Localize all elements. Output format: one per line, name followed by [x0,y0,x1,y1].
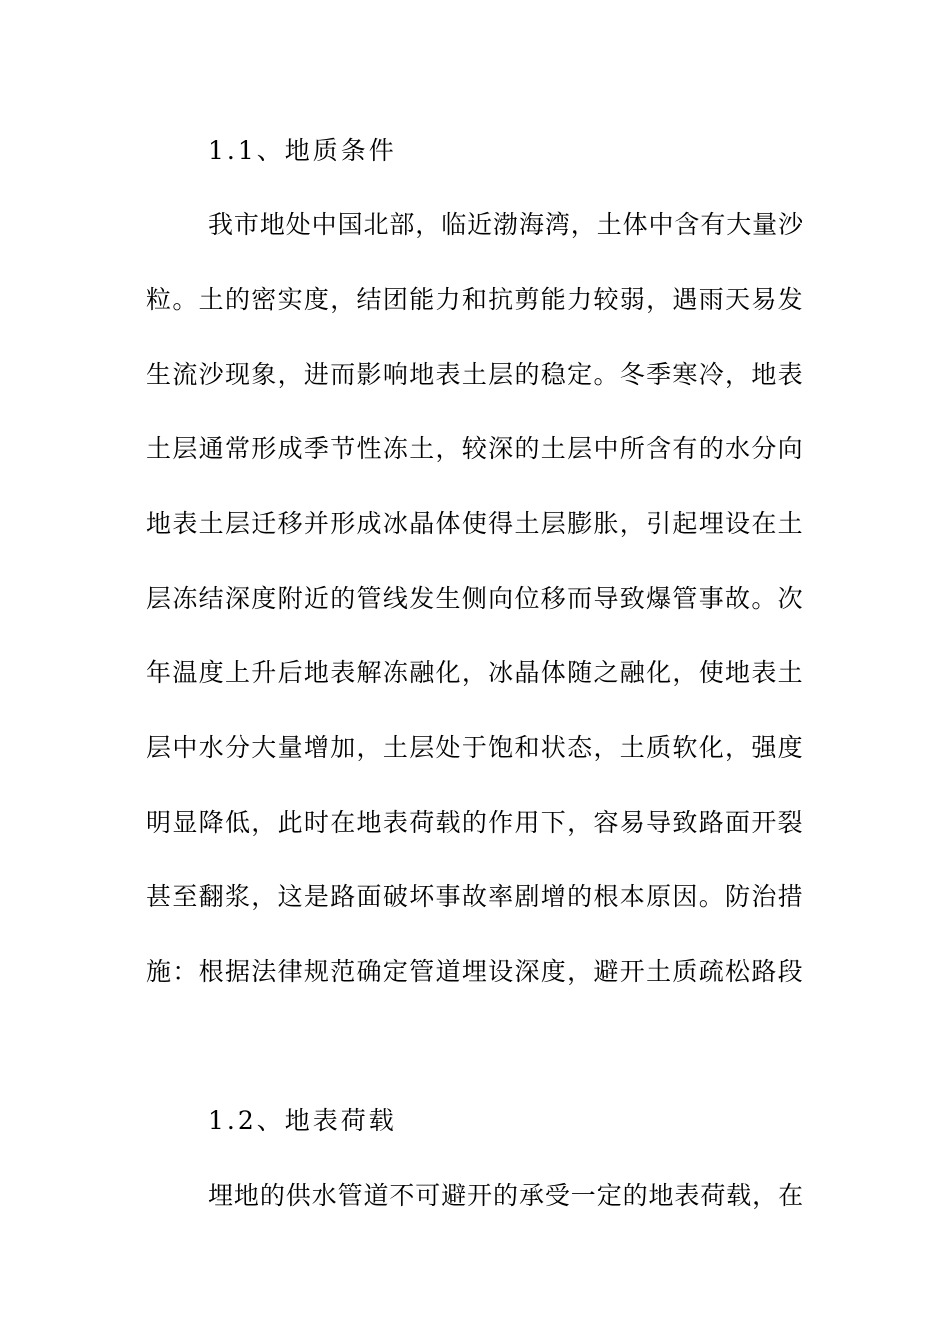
paragraph-line: 明显降低，此时在地表荷载的作用下，容易导致路面开裂 [146,808,805,837]
paragraph-line: 层中水分大量增加，土层处于饱和状态，土质软化，强度 [146,733,805,762]
paragraph-line: 我市地处中国北部，临近渤海湾，土体中含有大量沙 [208,210,805,239]
paragraph-line: 地表土层迁移并形成冰晶体使得土层膨胀，引起埋设在土 [146,509,805,538]
paragraph-line: 生流沙现象，进而影响地表土层的稳定。冬季寒冷，地表 [146,360,805,389]
paragraph-line: 甚至翻浆，这是路面破坏事故率剧增的根本原因。防治措 [146,882,805,911]
paragraph-line: 年温度上升后地表解冻融化，冰晶体随之融化，使地表土 [146,658,805,687]
section-heading-surface-load: 1.2、地表荷载 [208,1106,397,1135]
paragraph-line: 土层通常形成季节性冻土，较深的土层中所含有的水分向 [146,434,805,463]
paragraph-line: 施：根据法律规范确定管道埋设深度，避开土质疏松路段 [146,957,805,986]
paragraph-line: 粒。土的密实度，结团能力和抗剪能力较弱，遇雨天易发 [146,285,805,314]
section-heading-geology: 1.1、地质条件 [208,136,397,165]
paragraph-line: 埋地的供水管道不可避开的承受一定的地表荷载，在 [208,1181,805,1210]
paragraph-line: 层冻结深度附近的管线发生侧向位移而导致爆管事故。次 [146,584,805,613]
